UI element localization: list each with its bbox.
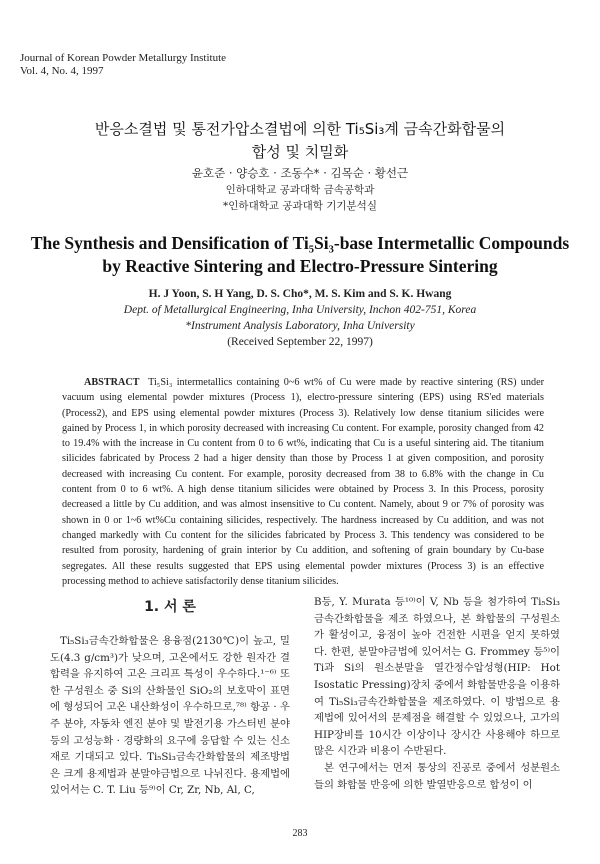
korean-title-line1: 반응소결법 및 통전가압소결법에 의한 Ti₅Si₃계 금속간화합물의 — [94, 120, 506, 138]
journal-name: Journal of Korean Powder Metallurgy Institute — [20, 52, 227, 64]
journal-header — [20, 52, 226, 78]
received-date: (Received September 22, 1997) — [227, 336, 373, 348]
english-author-block — [0, 286, 600, 350]
intro-paragraph-left: Ti₅Si₃금속간화합물은 용융점(2130℃)이 높고, 밀도(4.3 g/cm³)가 낮으며, 고온에서도 강한 원자간 결합력을 유지하여 고온 크리프 특성이 우수하다.¹⁻⁶⁾ 또한 구성원소 중 Si의 산화물인 SiO₂의 보호막이 표면에 형성되어 고온 내산화성이 우수하므로,⁷⁸⁾ 항공 · 우주 분야, 자동차 엔진 분야 및 발전기용 가스터빈 분야등의 고성능화 · 경량화의 요구에 응답할 수 있는 신소재로 기대되고 있다. Ti₅Si₃금속간화합물의 제조방법은 크게 용제법과 분말야금법으로 나뉘진다. 용제법에 있어서는 C. T. Liu 등⁹⁾이 Cr, Zr, Nb, Al, C, — [50, 635, 290, 797]
korean-author-block — [0, 165, 600, 214]
body-right-column — [314, 594, 560, 793]
english-title-line1: The Synthesis and Densification of Ti₅Si₃-base Intermetallic Compounds — [30, 233, 570, 253]
abstract-label: ABSTRACT — [84, 377, 140, 388]
intro-paragraph-right-1: B등, Y. Murata 등¹⁰⁾이 V, Nb 등을 첨가하여 Ti₅Si₃금속간화합물을 제조 하였으나, 본 화합물의 구성원소가 활성이고, 융점이 높아 건전한 시편을 얻지 못하였다. 한편, 분말야금법에 있어서는 G. Frommey 등⁵⁾이 Ti과 Si의 원소분말을 열간정수압성형(HIP: Hot Isostatic Pressing)장치 중에서 화합물반응을 이용하여 Ti₅Si₃금속간화합물을 제조하였다. 이 방법으로 용제법에 있어서의 문제점을 해결할 수 있었으나, 고가의 HIP장비를 10시간 이상이나 장시간 사용해야 하므로 많은 시간과 비용이 수반된다. — [314, 596, 560, 758]
korean-affiliation-2: *인하대학교 공과대학 기기분석실 — [223, 200, 377, 212]
abstract — [62, 375, 544, 589]
journal-volume: Vol. 4, No. 4, 1997 — [20, 65, 104, 77]
english-title-line2: by Reactive Sintering and Electro-Pressure Sintering — [102, 256, 498, 276]
english-authors: H. J Yoon, S. H Yang, D. S. Cho*, M. S. Kim and S. K. Hwang — [148, 288, 452, 300]
abstract-text: Ti₅Si₃ intermetallics containing 0~6 wt% of Cu were made by reactive sintering (RS) under vacuum using elemental powder mixtures (Process 1), electro-pressure sintering (EPS) using RS'ed materials (Process2), and EPS using elemental powder mixtures (Process 3). Relatively low dense titanium silicides were gained by Process 1, in which porosity decreased with increasing Cu content. For example, porosity changed from 42 to 19.4% with the increase in Cu content from 0 to 6 wt%, indicating that Cu is a useful sintering aid. The titanium silicides fabricated by Process 2 had a higer density than those by Process 1 at given composition, and porosity decreased with increasing Cu content. For example, porosity decreased from 38 to 6.8% with the change in Cu content from 0 to 6 wt%. A high dense titanium silicides were obtained by Process 3. In this Process, porosity decreased a little by Cu addition, and was almost insensitive to Cu content. Namely, about 9 or 7% of porosity was shown in 0 or 1~6 wt%Cu containing silicides, respectively. The hardness increased by Cu addition, and was not changed markedly with Cu content for the silicides fabricated by Process 3. This tendency was considered to be resulted from porosity, hardening of grain interior by Cu addition, and softening of grain boundary by Cu-base segregates. All these results suggested that EPS using elemental powder mixtures (Process 3) is an effective processing method to achieve satisfactorily dense titanium silicides. — [62, 377, 545, 587]
korean-title-line2: 합성 및 치밀화 — [251, 143, 349, 161]
intro-paragraph-right-2: 본 연구에서는 먼저 통상의 진공로 중에서 성분원소들의 화합물 반응에 의한 발열반응으로 합성이 이 — [314, 761, 560, 791]
body-left-column — [50, 633, 290, 799]
korean-authors: 윤호준 · 양승호 · 조동수* · 김목순 · 황선근 — [191, 166, 409, 180]
korean-affiliation-1: 인하대학교 공과대학 금속공학과 — [225, 184, 375, 196]
english-title — [0, 232, 600, 278]
english-affiliation-1: Dept. of Metallurgical Engineering, Inha University, Inchon 402-751, Korea — [123, 304, 477, 316]
korean-title — [0, 118, 600, 164]
page-number: 283 — [292, 828, 308, 839]
english-affiliation-2: *Instrument Analysis Laboratory, Inha University — [185, 320, 415, 332]
section-heading-introduction: 1. 서 론 — [144, 599, 196, 615]
